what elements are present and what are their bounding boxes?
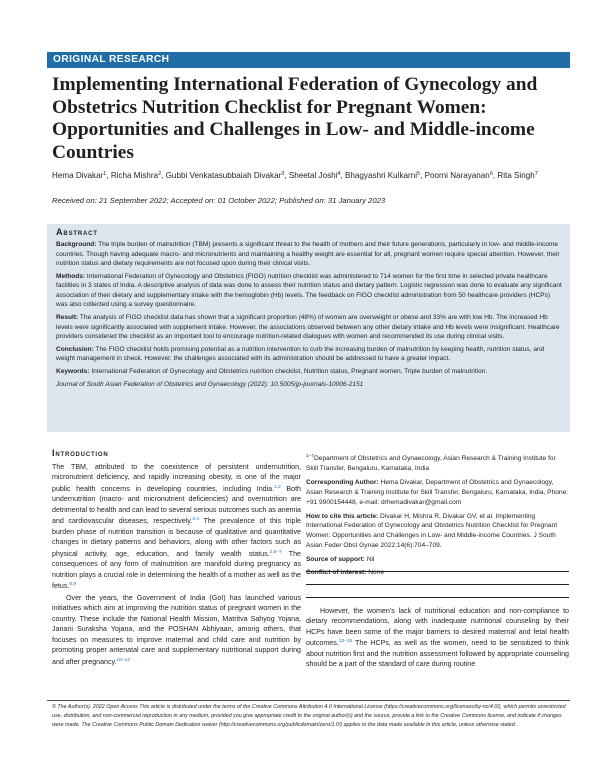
affiliation: $^{1-7}$Department of Obstetrics and Gynaecology, Asian Research & Training Institute for Skill Transfer, Bengaluru, Karnataka, India	[306, 454, 556, 472]
divider	[306, 584, 569, 585]
article-info	[306, 452, 569, 582]
citation-link[interactable]: 8,9	[69, 582, 77, 587]
abstract-result: Result: The analysis of FIGO checklist data has shown that a significant proportion (48%) of women are overweight or obese and 33% are with low Hb. The increased Hb levels were significantly associated with supplement intake. However, the associations observed between any other dietary intake and Hb levels were insignificant. Healthcare providers considered the checklist as an important tool to encourage nutrition-related dialogues with women and recommended its use during clinical visits.	[56, 314, 560, 341]
accepted-date: 01 October 2022	[217, 196, 275, 205]
author[interactable]: Hema Divakar	[52, 171, 104, 180]
intro-paragraph-1: The TBM, attributed to the coexistence of persistent undernutrition, micronutrient deficiency, and rapidly increasing obesity, is one of the major public health concerns in developing countries, including India.$^{1,2}$ Both undernutrition (macro- and micronutrient deficiencies) and overnutrition are detrimental to health and can lead to several serious outcomes such as anemia and cardiovascular diseases, respectively.$^{3,4}$ The prevalence of this triple burden phase of nutrition transition is because of qualitative and quantitative changes in dietary patterns and behaviors, along with other factors such as physical activity, age, education, and family wealth status.$^{2,5-7}$ The consequences of any form of malnutrition are manifold during pregnancy as nutrition plays a crucial role in determining the health of a mother as well as the fetus.$^{8,9}$	[52, 462, 301, 590]
abstract-body	[56, 240, 563, 393]
footer-divider	[47, 700, 570, 701]
divider	[306, 571, 569, 572]
author[interactable]: Gubbi Venkatasubbaiah Divakar	[165, 171, 282, 180]
how-to-cite: How to cite this article: Divakar H, Mishra R, Divakar GV, et al. Implementing International Federation of Gynecology and Obstetrics Nutrition Checklist for Pregnant Women: Opportunities and Challenges in Low- and Middle-income Countries. J South Asian Feder Obst Gynae 2022;14(6):704–709.	[306, 512, 558, 550]
received-date: 21 September 2022	[99, 196, 167, 205]
author-list: Hema Divakar$^1$, Richa Mishra$^2$, Gubbi Venkatasubbaiah Divakar$^3$, Sheetal Joshi$^4$, Bhagyashri Kulkarni$^5$, Poorni Narayanan$^6$, Rita Singh$^7$	[52, 171, 538, 180]
citation-link[interactable]: 3,4	[192, 517, 199, 522]
author[interactable]: Sheetal Joshi	[288, 171, 338, 180]
citation-link[interactable]: 10–12	[116, 657, 130, 663]
article-title: Implementing International Federation of Gynecology and Obstetrics Nutrition Checklist for Pregnant Women: Opportunities and Challenges in Low- and Middle-income Countries	[52, 74, 538, 163]
introduction-heading: Introduction	[52, 448, 109, 458]
publication-dates: Received on: 21 September 2022; Accepted on: 01 October 2022; Published on: 31 January 2023	[52, 196, 386, 205]
citation-link[interactable]: 1,2	[274, 484, 281, 490]
author[interactable]: Rita Singh	[497, 171, 535, 180]
journal-reference: Journal of South Asian Federation of Obstetrics and Gynaecology (2022): 10.5005/jp-journals-10006-2151	[56, 380, 364, 388]
divider	[306, 597, 569, 598]
author[interactable]: Bhagyashri Kulkarni	[345, 171, 417, 180]
corresponding-author: Corresponding Author: Hema Divakar, Department of Obstetrics and Gynaecology, Asian Research & Training Institute for Skill Transfer, Bengaluru, Karnataka, India, Phone: +91 9900154448, e-mail: drhemadivakar@gmail.com	[306, 478, 569, 506]
abstract-methods: Methods: International Federation of Gynecology and Obstetrics (FIGO) nutrition checklist was administered to 714 women for the first time in selected private healthcare facilities in 3 states of India. A descriptive analysis of data was done to assess their nutrition status and dietary pattern. Logistic regression was done to evaluate any significant association of their dietary and supplementary intake with the hemoglobin (Hb) levels. The feedback on FIGO checklist administration from 50 healthcare providers (HCPs) was also collected using a survey questionnaire.	[56, 272, 562, 309]
section-banner	[47, 52, 570, 68]
author[interactable]: Richa Mishra	[110, 171, 159, 180]
published-date: 31 January 2023	[327, 196, 386, 205]
citation-link[interactable]: 13–15	[338, 639, 353, 645]
license-footer: © The Author(s). 2022 Open Access This article is distributed under the terms of the Creative Commons Attribution 4.0 International License (https://creativecommons.org/licenses/by-nc/4.0/), which permits unrestricted use, distribution, and non-commercial reproduction in any medium, provided you give appropriate credit to the original author(s) and the source, provide a link to the Creative Commons license, and indicate if changes were made. The Creative Commons Public Domain Dedication waiver (http://creativecommons.org/publicdomain/zero/1.0/) applies to the data made available in this article, unless otherwise stated.	[52, 704, 566, 728]
citation-link[interactable]: 2,5–7	[269, 549, 282, 555]
abstract-heading: Abstract	[56, 227, 98, 237]
abstract-conclusion: Conclusion: The FIGO checklist holds promising potential as a nutrition intervention to curb the increasing burden of malnutrition by keeping health, nutrition status, and weight management in check. However, the challenges associated with its administration should be addressed to have a greater impact.	[56, 345, 545, 363]
section-label: ORIGINAL RESEARCH	[53, 54, 170, 65]
abstract-background: Background: The triple burden of malnutrition (TBM) presents a significant threat to the health of mothers and their future generations, particularly in low- and middle-income countries. Though having adequate macro- and micronutrients and maintaining a healthy weight are essential for all, pregnant women require special attention. However, their nutrition status and dietary requirements are not focused upon during their clinical visits.	[56, 241, 560, 267]
intro-paragraph-2: Over the years, the Government of India (GoI) has launched various initiatives which aim at improving the nutrition status of pregnant women in the country. These include the National Health Mission, Matritva Sahyog Yojana, Janani Suraksha Yojana, and the POSHAN Abhiyaan, among others, that focuses on measures to improve maternal and child care and nutrition by promoting proper antenatal care and supplementary nutritional support during and after pregnancy.$^{10-12}$	[52, 593, 301, 666]
conflict-of-interest: Conflict of interest: None	[306, 569, 385, 577]
source-of-support: Source of support: Nil	[306, 556, 375, 564]
abstract-keywords: Keywords: International Federation of Gynecology and Obstetrics nutrition checklist, Nutrition status, Pregnant women, Triple burden of malnutrition.	[56, 368, 488, 376]
body-continuation: However, the women’s lack of nutritional education and non-compliance to dietary recommendations, along with inadequate nutritional counseling by their HCPs have been some of the major barriers to desired maternal and fetal health outcomes.$^{13-15}$ The HCPs, as well as the women, need to be sensitized to think about nutrition first and the nutrition assessment followed by appropriate counseling should be a part of the standard of care during routine	[306, 607, 569, 669]
author[interactable]: Poorni Narayanan	[424, 171, 490, 180]
introduction-section	[52, 448, 301, 667]
